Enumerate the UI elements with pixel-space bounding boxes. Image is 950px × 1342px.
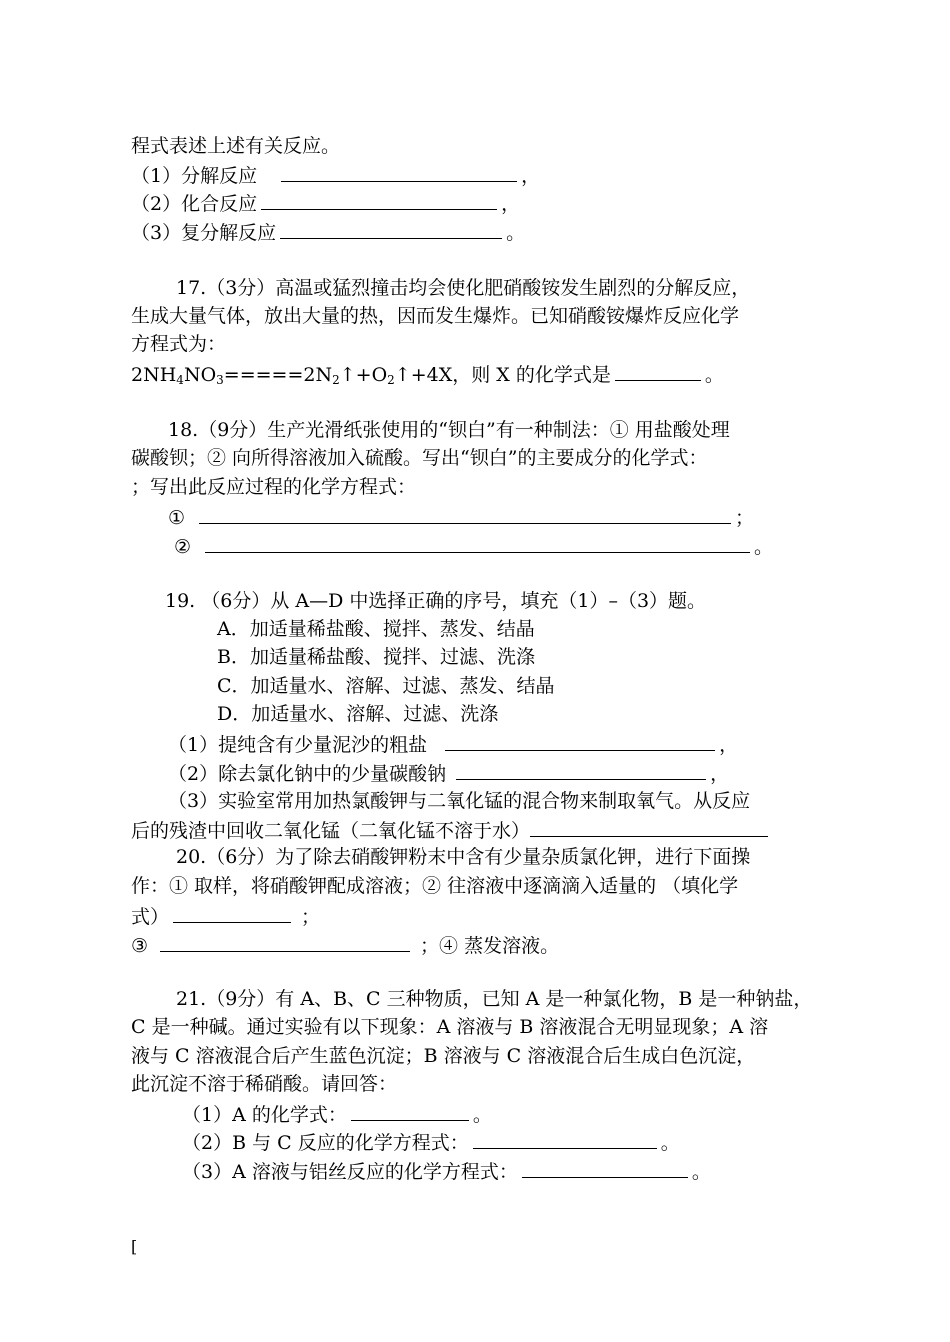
answer-blank[interactable]	[280, 218, 502, 239]
q20-line-2: 作：① 取样，将硝酸钾配成溶液；② 往溶液中逐滴滴入适量的 （填化学	[131, 875, 739, 897]
q20-line-4: ③ ；④ 蒸发溶液。	[131, 931, 559, 957]
q21-line-4: 此沉淀不溶于稀硝酸。请回答：	[131, 1073, 398, 1095]
answer-blank[interactable]	[281, 161, 517, 182]
answer-blank[interactable]	[205, 532, 750, 553]
q17-equation: $2NH_4NO_3=====2N_2↑+O_2↑+4X$，则 X 的化学式是 。	[131, 360, 724, 386]
q17-line-3: 方程式为：	[131, 333, 227, 355]
q19-line-1: 19. （6分）从 A—D 中选择正确的序号，填充（1）–（3）题。	[165, 590, 707, 612]
answer-blank[interactable]	[261, 189, 497, 210]
answer-blank[interactable]	[160, 931, 410, 952]
q19-item-3: （3）实验室常用加热氯酸钾与二氧化锰的混合物来制取氧气。从反应	[168, 790, 751, 812]
q20-line-3: 式） ；	[131, 902, 320, 928]
answer-blank[interactable]	[199, 503, 731, 524]
q17-line-1: 17.（3分）高温或猛烈撞击均会使化肥硝酸铵发生剧烈的分解反应，	[176, 277, 751, 299]
answer-blank[interactable]	[351, 1100, 469, 1121]
q19-option-a: A．加适量稀盐酸、搅拌、蒸发、结晶	[217, 618, 535, 640]
q19-option-b: B．加适量稀盐酸、搅拌、过滤、洗涤	[217, 646, 535, 668]
q18-item-2: ② 。	[174, 532, 773, 558]
footer-bracket-mark: [	[131, 1237, 138, 1256]
answer-blank[interactable]	[456, 759, 706, 780]
q16-item-1: （1）分解反应 ，	[131, 161, 540, 187]
q21-line-1: 21.（9分）有 A、B、C 三种物质，已知 A 是一种氯化物，B 是一种钠盐，	[176, 988, 813, 1010]
q16-item-3: （3）复分解反应 。	[131, 218, 525, 244]
q19-option-d: D．加适量水、溶解、过滤、洗涤	[217, 703, 499, 725]
q18-line-1: 18.（9分）生产光滑纸张使用的“钡白”有一种制法：① 用盐酸处理	[168, 419, 730, 441]
q19-item-1: （1）提纯含有少量泥沙的粗盐 ，	[168, 730, 738, 756]
answer-blank[interactable]	[615, 360, 701, 381]
answer-blank[interactable]	[473, 1128, 657, 1149]
q21-item-3: （3）A 溶液与铝丝反应的化学方程式： 。	[182, 1157, 711, 1183]
q16-item-2: （2）化合反应 ，	[131, 189, 520, 215]
q19-item-2: （2）除去氯化钠中的少量碳酸钠 ，	[168, 759, 729, 785]
q20-line-1: 20.（6分）为了除去硝酸钾粉末中含有少量杂质氯化钾，进行下面操	[176, 846, 751, 868]
answer-blank[interactable]	[445, 730, 715, 751]
q18-line-3: ；写出此反应过程的化学方程式：	[131, 476, 417, 498]
q18-item-1: ① ；	[168, 503, 754, 529]
q21-item-2: （2）B 与 C 反应的化学方程式： 。	[182, 1128, 680, 1154]
q21-line-2: C 是一种碱。通过实验有以下现象：A 溶液与 B 溶液混合无明显现象；A 溶	[131, 1016, 769, 1038]
answer-blank[interactable]	[522, 1157, 688, 1178]
q17-line-2: 生成大量气体，放出大量的热，因而发生爆炸。已知硝酸铵爆炸反应化学	[131, 305, 740, 327]
answer-blank[interactable]	[173, 902, 291, 923]
q16-intro: 程式表述上述有关反应。	[131, 135, 341, 157]
q21-item-1: （1）A 的化学式： 。	[182, 1100, 492, 1126]
q19-item-3-cont: 后的残渣中回收二氧化锰（二氧化锰不溶于水）	[131, 816, 772, 842]
q21-line-3: 液与 C 溶液混合后产生蓝色沉淀；B 溶液与 C 溶液混合后生成白色沉淀，	[131, 1045, 756, 1067]
q18-line-2: 碳酸钡；② 向所得溶液加入硫酸。写出“钡白”的主要成分的化学式：	[131, 447, 708, 469]
answer-blank[interactable]	[530, 816, 768, 837]
q19-option-c: C．加适量水、溶解、过滤、蒸发、结晶	[217, 675, 555, 697]
